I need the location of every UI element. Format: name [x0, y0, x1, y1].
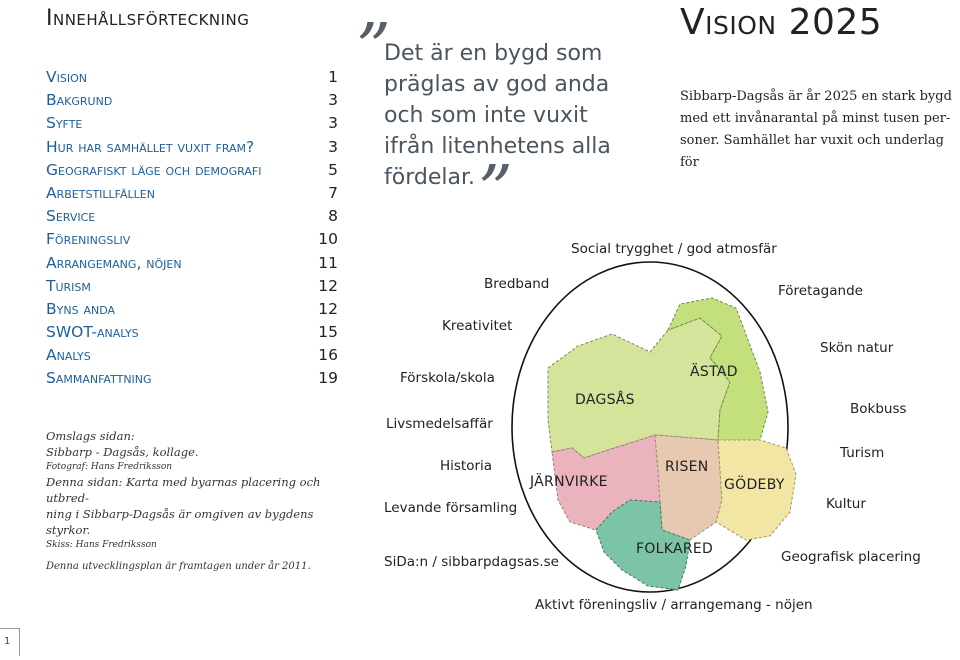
vision-line: soner. Samhället har vuxit och underlag för	[680, 133, 944, 170]
village-label-folkared: FOLKARED	[636, 541, 714, 557]
strength-label: Förskola/skola	[400, 370, 495, 386]
toc-item-page: 3	[328, 137, 338, 156]
pull-quote: Det är en bygd som präglas av god anda och som inte vuxit ifrån litenhetens alla fördelar.	[384, 41, 611, 190]
map-caption-line1: Denna sidan: Karta med byarnas placering och utbred-	[46, 475, 321, 505]
village-label-astad: ÄSTAD	[690, 364, 738, 380]
village-label-godeby: GÖDEBY	[724, 477, 785, 493]
strength-label: Social trygghet / god atmosfär	[571, 241, 777, 257]
toc-item-label: Analys	[46, 346, 91, 365]
region-dagsas	[548, 318, 730, 458]
strength-label: Aktivt föreningsliv / arrangemang - nöjen	[535, 597, 813, 613]
toc-item-page: 16	[318, 346, 338, 365]
toc-item-page: 15	[318, 323, 338, 342]
village-label-dagsas: DAGSÅS	[575, 392, 635, 408]
vision-title: Vision 2025	[680, 2, 883, 43]
toc-item-label: Arbetstillfällen	[46, 183, 155, 202]
toc-item-label: Sammanfattning	[46, 369, 152, 388]
toc-item-page: 3	[328, 114, 338, 133]
page-number: 1	[4, 636, 11, 647]
toc-item-label: Syfte	[46, 114, 83, 133]
strength-label: Kultur	[826, 496, 866, 512]
toc-item-page: 1	[328, 68, 338, 86]
toc-item-label: Hur har samhället vuxit fram?	[46, 137, 255, 156]
strength-label: Livsmedelsaffär	[386, 416, 493, 432]
toc-item-label: Service	[46, 207, 96, 226]
toc-item-page: 12	[318, 276, 338, 295]
photo-credit: Fotograf: Hans Fredriksson	[46, 462, 173, 472]
map-caption-line2: ning i Sibbarp-Dagsås är omgiven av bygdens styrkor.	[46, 507, 314, 537]
strength-label: Skön natur	[820, 340, 894, 356]
strength-label: Levande församling	[384, 500, 518, 516]
vision-line: med ett invånarantal på minst tusen per-	[680, 111, 951, 126]
village-label-risen: RISEN	[665, 459, 709, 475]
vision-line: Sibbarp-Dagsås är år 2025 en stark bygd	[680, 89, 952, 104]
strength-label: Företagande	[778, 283, 863, 299]
strength-label: Historia	[440, 458, 493, 474]
strength-label: Geografisk placering	[781, 549, 921, 565]
toc-item-page: 11	[318, 253, 338, 272]
toc-item-label: Arrangemang, nöjen	[46, 253, 182, 272]
toc-item-page: 3	[328, 91, 338, 110]
plan-note: Denna utvecklingsplan är framtagen under år 2011.	[46, 561, 311, 572]
quote-open-mark: ”	[356, 10, 391, 89]
toc-item-page: 12	[318, 299, 338, 318]
toc-item-label: Vision	[46, 68, 87, 86]
toc-title: Innehållsförteckning	[46, 6, 250, 31]
toc-item-label: SWOT-analys	[46, 323, 139, 342]
toc-item-label: Bakgrund	[46, 91, 113, 110]
sketch-credit: Skiss: Hans Fredriksson	[46, 540, 157, 550]
cover-note-desc: Sibbarp - Dagsås, kollage.	[46, 445, 199, 459]
village-label-jarnvirke: JÄRNVIRKE	[530, 474, 608, 490]
toc-item-page: 5	[328, 160, 338, 179]
strength-label: SiDa:n / sibbarpdagsas.se	[384, 554, 559, 570]
toc-item-page: 7	[328, 183, 338, 202]
toc-item-label: Geografiskt läge och demografi	[46, 160, 262, 179]
toc-item-label: Föreningsliv	[46, 230, 131, 249]
toc-item-page: 10	[318, 230, 338, 249]
strength-label: Kreativitet	[442, 318, 513, 334]
toc-item-label: Byns anda	[46, 299, 116, 318]
quote-close-mark: ”	[478, 152, 513, 231]
strength-label: Turism	[840, 445, 885, 461]
strength-label: Bredband	[484, 276, 550, 292]
region-risen	[655, 435, 722, 540]
toc-item-label: Turism	[46, 276, 91, 295]
toc-item-page: 8	[328, 207, 338, 226]
strength-label: Bokbuss	[850, 401, 907, 417]
cover-note-label: Omslags sidan:	[46, 429, 135, 443]
toc-item-page: 19	[318, 369, 338, 388]
